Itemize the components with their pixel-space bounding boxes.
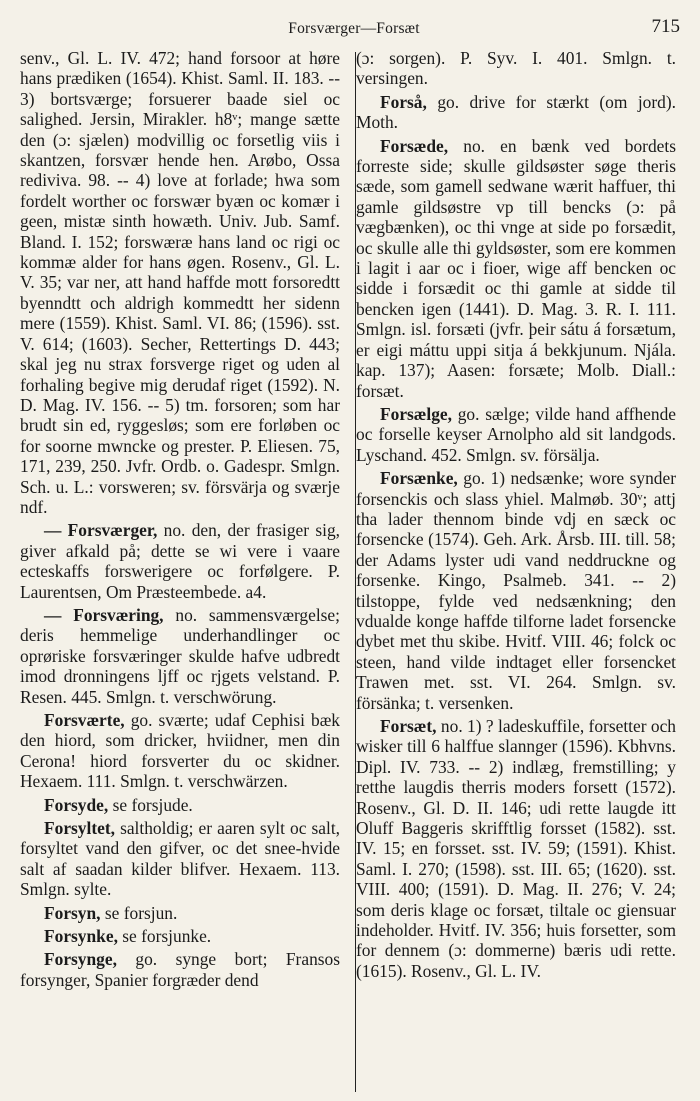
entry-forsyltet [20,818,340,900]
entry-text: saltholdig; er aaren sylt oc salt, forsyltet vand den gifver, oc det snee-hvide salt af saadan kilder blifver. Hexaem. 113. Smlgn. sylte. [20,818,340,900]
headword: Forsæt, [380,716,437,736]
page-number: 715 [651,16,680,37]
entry-text: no. en bænk ved bordets forreste side; skulle gildsøster søge theris sæde, som gamell sedwane wærit haffuer, thi gamle gildsøstre vp till bencks (ɔ: på vægbænken), oc thi vnge at side po forsædit, oc skulle alle thi gyldsøster, som ere kommen i lagit i aar oc i fioer, wige aff bencken oc sidde i forsædit oc thi gamle at sidde til bencken igen (1441). D. Mag. 3. R. I. 111. Smlgn. isl. forsæti (jvfr. þeir sátu á forsætum, er eigi máttu uppi sitja á bekkjunum. Njála. kap. 137); Aasen: forsæte; Molb. Diall.: forsæt. [356,135,676,401]
headword: Forså, [380,91,427,112]
headword: Forsyn, [44,902,101,923]
entry-text: (ɔ: sorgen). P. Syv. I. 401. Smlgn. t. versingen. [356,48,676,89]
entry-text: se forsjunke. [122,926,212,947]
entry-text: no. sammensværgelse; deris hemmelige underhandlinger oc oprøriske forsværinger skulde hafve udbredt imod dronningens ljff oc rjgets velstand. P. Resen. 445. Smlgn. t. verschwörung. [20,604,340,707]
headword: Forsværte, [44,710,125,730]
entry-text: senv., Gl. L. IV. 472; hand forsoor at høre hans prædiken (1654). Khist. Saml. II. 183. -- 3) bortsværge; forsuerer baade siel oc salighed. Jersin, Mirakler. h8ᵛ; mange sætte den (ɔ: sjælen) modvillig oc forsetlig viis i skantzen, forsvær hende hen. Arøbo, Ossa rediviva. 98. -- 4) love at forlade; hwa som fordelt worther oc forswær byæn oc komær i geen, mistæ sinth howæth. Univ. Jub. Samf. Bland. I. 152; forswæræ hans land oc rigi oc kommæ alder for hans øgen. Rosenv., Gl. L. V. 35; var ner, att hand haffde mott forsoredtt byenndtt och aldrigh kommedtt her sidenn mere (1559). Khist. Saml. VI. 86; (1596). sst. V. 614; (1603). Secher, Rettertings D. 443; skal jeg nu strax forsverge riget og uden al forhaling begive mig derudaf riget (1592). N. D. Mag. IV. 156. -- 5) tm. forsoren; som har brudt sin ed, ryggesløs; som ere forløben oc for soorne mwncke og prester. P. Eliesen. 75, 171, 239, 250. Jvfr. Ordb. o. Gadespr. Smlgn. Sch. u. L.: vorsweren; sv. försvärja og sværje ndf. [20,48,340,517]
headword: Forsælge, [380,403,452,424]
entry-text: se forsjun. [104,902,178,923]
two-column-body [20,48,688,993]
running-head: Forsværger—Forsæt [288,20,420,37]
entry-text: no. 1) ? ladeskuffile, forsetter och wisker till 6 halffue slannger (1596). Kbhvns. Dipl. IV. 733. -- 2) indlæg, fremstilling; y retthe laugdis therris moders forsett (1572). Rosenv., Gl. D. II. 146; udi rette laugde itt Oluff Baggeris skrifftlig forsset (1582). sst. IV. 15; en forsset. sst. IV. 59; (1591). Khist. Saml. I. 270; (1598). sst. III. 65; (1620). sst. VIII. 400; (1591). D. Mag. II. 276; V. 24; som deris klage oc forsæt, tiltale oc giensuar indeholder. Hvitf. IV. 356; huis forsetter, som for dennem (ɔ: dommerne) bæris udi rette. (1615). Rosenv., Gl. L. IV. [356,716,676,981]
entry-forsaede [356,136,676,401]
page-header [20,14,688,48]
headword: Forsynge, [44,949,117,970]
entry-forsvaerte [20,710,340,792]
entry-forsvaerger [20,520,340,602]
entry-continuation [20,48,340,517]
entry-forsaet [356,716,676,981]
entry-text: go. sælge; vilde hand affhende oc forselle keyser Arnolpho ald sit landgods. Lyschand. 452. Smlgn. sv. försälja. [356,403,676,465]
entry-text: go. synge bort; Fransos forsynger, Spanier forgræder dend [20,949,340,990]
entry-forsynke [20,926,340,946]
entry-forsaelge [356,404,676,465]
entry-text: go. drive for stærkt (om jord). Moth. [356,91,676,133]
headword: Forsyde, [44,794,109,815]
entry-forsyde [20,795,340,815]
entry-text: go. sværte; udaf Cephisi bæk den hiord, som dricker, hviidner, men din Cerona! hiord forsverter du oc skidner. Hexaem. 111. Smlgn. t. verschwärzen. [20,710,340,792]
headword: Forsynke, [44,926,118,947]
entry-forsaa [356,92,676,133]
entry-text: go. 1) nedsænke; wore synder forsenckis och slass yhiel. Malmøb. 30ᵛ; attj tha lader thennom binde vdj en sæck oc forsencke (1574). Geh. Ark. Årsb. III. till. 58; der Adams lyster udi vand neddruckne og forsenke. Kingo, Psalmeb. 341. -- 2) tilstoppe, fylde ved nedsænkning; den vdualde konge haffde tilforne ladet forsencke dybet met thu skibe. Hvitf. VIII. 46; folck oc steen, hand vilde indtaget eller forsencket Trawen met. sst. VI. 264. Smlgn. sv. försänka; t. versenken. [356,468,676,713]
entry-forsynge [20,949,340,990]
column-divider [355,52,356,1092]
entry-text: se forsjude. [112,794,193,815]
right-column [356,48,676,993]
entry-forsaenke [356,468,676,713]
headword: Forsyltet, [44,818,115,839]
headword: Forsæde, [380,135,449,156]
entry-forsvaering [20,605,340,707]
left-column [20,48,340,993]
entry-text: no. den, der frasiger sig, giver afkald på; dette se wi vere i vaare ecteskaffs forswerigere oc forfølgere. P. Laurentsen, Om Præsteembede. a4. [20,520,340,602]
entry-forsyn [20,903,340,923]
headword: — Forsværing, [44,604,164,625]
entry-continuation [356,48,676,89]
headword: — Forsværger, [44,520,158,541]
headword: Forsænke, [380,468,458,489]
